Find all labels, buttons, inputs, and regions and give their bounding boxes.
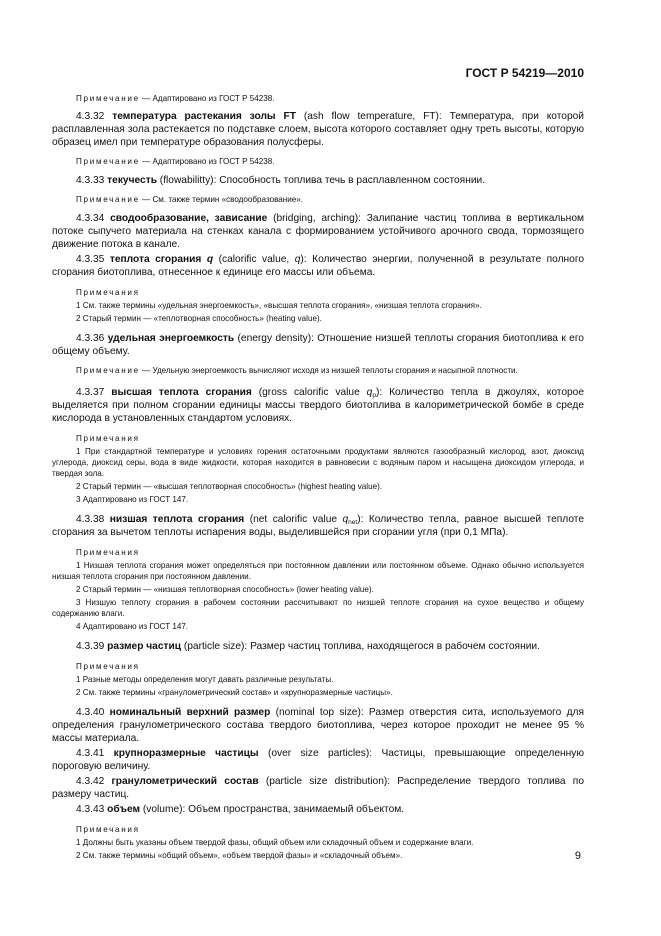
term-name: низшая теплота сгорания — [109, 514, 245, 525]
term-name: крупноразмерные частицы — [113, 748, 259, 759]
term-4-3-34: 4.3.34 сводообразование, зависание (bridging, arching): Залипание частиц топлива в вертикальном потоке сыпучего материала на стенках канала с формированием устойчивого арочного свода, тормозящего движение потока в канале. — [52, 213, 584, 250]
notes-label: Примечания — [76, 434, 140, 443]
term-name: удельная энергоемкость — [107, 333, 235, 344]
term-4-3-41: 4.3.41 крупноразмерные частицы (over size particles): Частицы, превышающие определенную пороговую величину. — [52, 748, 584, 772]
term-name: теплота сгорания q — [109, 254, 214, 265]
term-name: размер частиц — [107, 641, 182, 652]
notes-label: Примечания — [76, 662, 140, 671]
term-4-3-35: 4.3.35 теплота сгорания q (calorific value, q): Количество энергии, полученной в результате полного сгорания биотоплива, отнесенное к единице его массы или объема. — [52, 254, 584, 278]
term-4-3-38: 4.3.38 низшая теплота сгорания (net calorific value $q_{net}$): Количество тепла, равное высшей теплоте сгорания за вычетом теплоты испарения воды, выделившейся при сгорании угля (при 0,1 МПа). — [52, 514, 584, 538]
term-name: номинальный верхний размер — [109, 707, 271, 718]
note-item: 1 Низшая теплота сгорания может определяться при постоянном давлении или постоянном объеме. Однако обычно используется низшая теплота сгорания при постоянном давлении. — [52, 561, 584, 581]
note-item: 4 Адаптировано из ГОСТ 147. — [76, 622, 189, 631]
note: Примечание — Адаптировано из ГОСТ Р 54238. — [76, 157, 275, 166]
page-number: 9 — [574, 850, 581, 862]
term-name: гранулометрический состав — [111, 776, 259, 787]
note-item: 2 Старый термин — «высшая теплотворная способность» (highest heating value). — [76, 482, 383, 491]
note-item: 1 При стандартной температуре и условиях горения остаточными продуктами являются газообразный кислород, азот, диоксид углерода, диоксид серы, вода в виде жидкости, которая находится в равновесии с водяным паром и насыщена диоксидом углерода, и твердая зола. — [52, 447, 584, 478]
note-item: 2 Старый термин — «теплотворная способность» (heating value). — [76, 314, 322, 323]
note-item: 1 Разные методы определения могут давать различные результаты. — [76, 675, 334, 684]
note-item: 2 См. также термины «гранулометрический состав» и «крупноразмерные частицы». — [76, 688, 393, 697]
note-item: 2 Старый термин — «низшая теплотворная способность» (lower heating value). — [76, 585, 374, 594]
term-name: сводообразование, зависание — [110, 213, 268, 224]
term-name: высшая теплота сгорания — [111, 387, 252, 398]
term-4-3-42: 4.3.42 гранулометрический состав (particle size distribution): Распределение твердого топлива по размеру частиц. — [52, 776, 584, 800]
document-id: ГОСТ Р 54219—2010 — [465, 66, 584, 80]
term-4-3-43: 4.3.43 объем (volume): Объем пространства, занимаемый объектом. — [76, 804, 405, 815]
note-item: 1 См. также термины «удельная энергоемкость», «высшая теплота сгорания», «низшая теплота сгорания». — [76, 301, 482, 310]
note-label: Примечание — [76, 94, 140, 103]
document-body — [52, 93, 584, 861]
note-item: 3 Низшую теплоту сгорания в рабочем состоянии рассчитывают по низшей теплоте сгорания на сухое вещество и общему содержанию влаги. — [52, 598, 584, 618]
term-4-3-33: 4.3.33 текучесть (flowabilitty): Способность топлива течь в расплавленном состоянии. — [76, 175, 486, 186]
term-4-3-37: 4.3.37 высшая теплота сгорания (gross calorific value $q_p$): Количество тепла в джоулях, которое выделяется при полном сгорании единицы массы твердого биотоплива в калориметрической бомбе в среде кислорода в установленных стандартом условиях. — [52, 387, 584, 424]
notes-label: Примечания — [76, 288, 140, 297]
term-name: текучесть — [107, 175, 157, 186]
term-name: объем — [107, 804, 141, 815]
note: Примечание — Удельную энергоемкость вычисляют исходя из низшей теплоты сгорания и насыпной плотности. — [76, 366, 518, 375]
note: Примечание — См. также термин «сводообразование». — [76, 195, 304, 204]
term-4-3-39: 4.3.39 размер частиц (particle size): Размер частиц топлива, находящегося в рабочем состоянии. — [76, 641, 540, 652]
note: Примечание — Адаптировано из ГОСТ Р 54238. — [76, 94, 275, 103]
notes-label: Примечания — [76, 825, 140, 834]
notes-label: Примечания — [76, 548, 140, 557]
note-item: 3 Адаптировано из ГОСТ 147. — [76, 495, 189, 504]
note-item: 2 См. также термины «общий объем», «объем твердой фазы» и «складочный объем». — [76, 851, 403, 860]
note-item: 1 Должны быть указаны объем твердой фазы, общий объем или складочный объем и содержание влаги. — [76, 838, 474, 847]
term-name: температура растекания золы FT — [112, 111, 296, 122]
term-4-3-32: 4.3.32 температура растекания золы FT (ash flow temperature, FT): Температура, при которой расплавленная зола растекается по подставке слоем, высота которого составляет одну треть высоты, которую образец имел при температуре образования полусферы. — [52, 111, 584, 148]
term-4-3-36: 4.3.36 удельная энергоемкость (energy density): Отношение низшей теплоты сгорания биотоплива к его общему объему. — [52, 333, 584, 357]
term-4-3-40: 4.3.40 номинальный верхний размер (nominal top size): Размер отверстия сита, используемого для определения гранулометрического состава твердого биотоплива, через которое проходит не менее 95 % массы материала. — [52, 707, 584, 744]
